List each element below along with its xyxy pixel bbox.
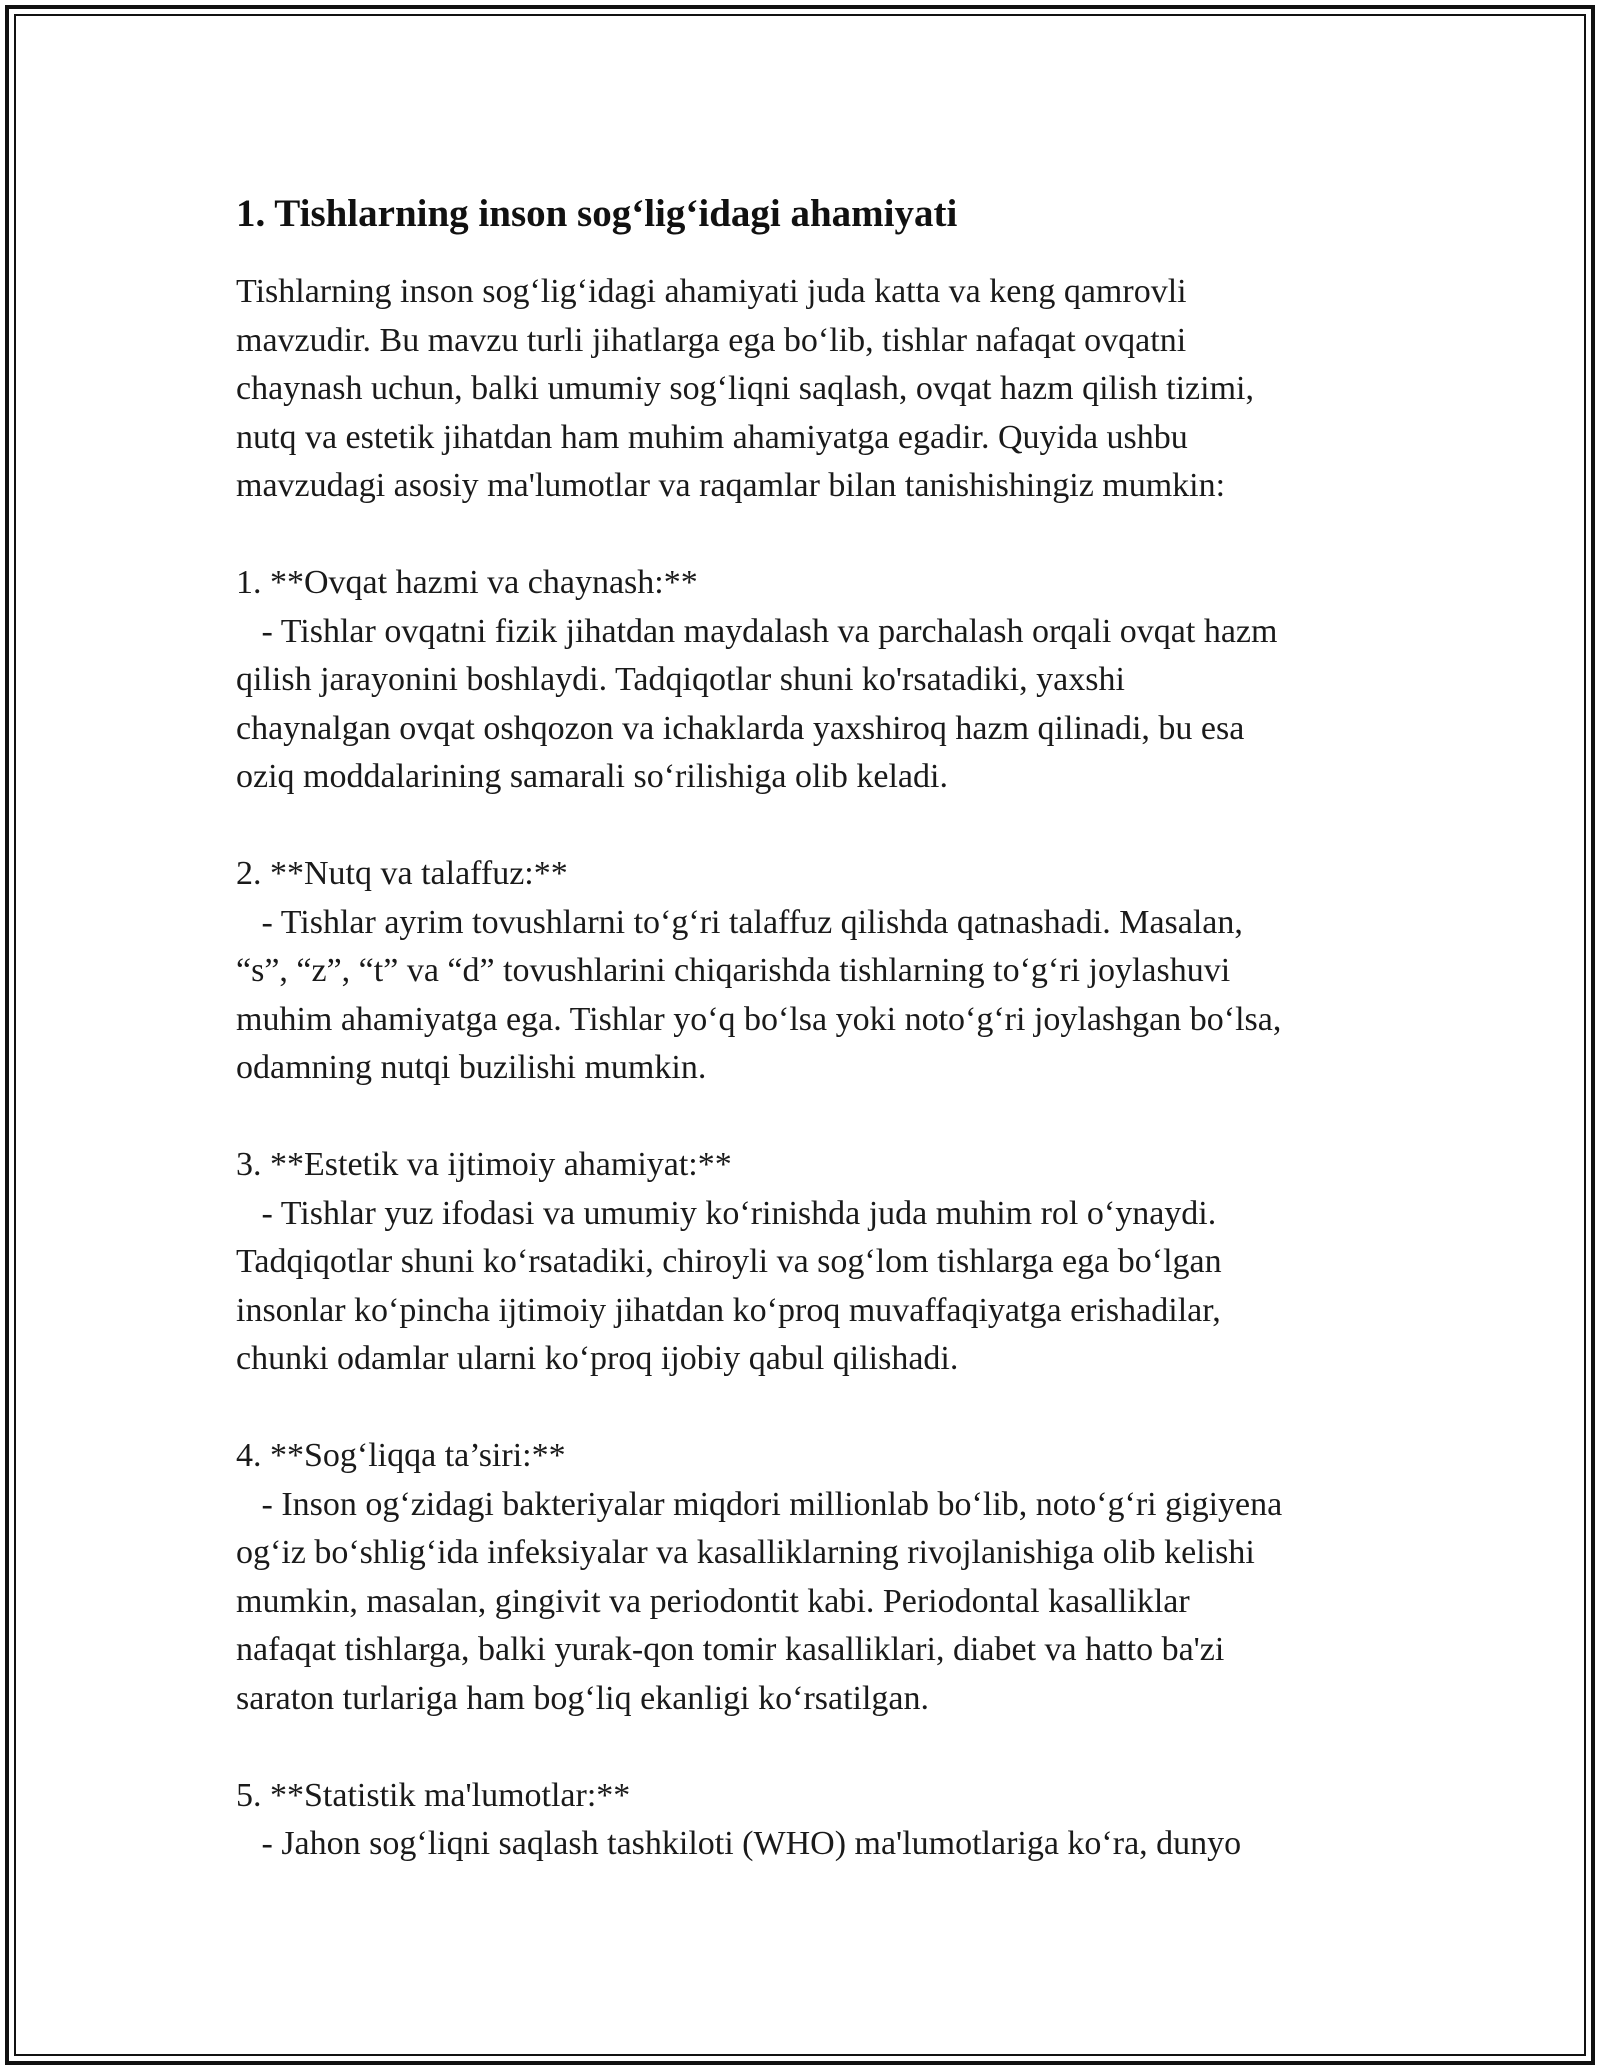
section-1-heading: 1. **Ovqat hazmi va chaynash:**: [236, 564, 698, 601]
section-5-body: - Jahon sog‘liqni saqlash tashkiloti (WHO) ma'lumotlariga ko‘ra, dunyo: [236, 1825, 1242, 1862]
paragraph-gap: [236, 1093, 1406, 1142]
section-2-heading: 2. **Nutq va talaffuz:**: [236, 855, 568, 892]
document-body: [236, 186, 1406, 1869]
section-5-heading: 5. **Statistik ma'lumotlar:**: [236, 1776, 631, 1814]
paragraph-gap: [236, 1723, 1406, 1772]
paragraph-gap: [236, 511, 1406, 560]
section-2-body: - Tishlar ayrim tovushlarni to‘g‘ri talaffuz qilishda qatnashadi. Masalan, “s”, “z”, “t” va “d” tovushlarini chiqarishda tishlarning to‘g‘ri joylashuvi muhim ahamiyatga ega. Tishlar yo‘q bo‘lsa yoki noto‘g‘ri joylashgan bo‘lsa, odamning nutqi buzilishi mumkin.: [236, 903, 1282, 1086]
paragraph-gap: [236, 1384, 1406, 1433]
section-3-body: - Tishlar yuz ifodasi va umumiy ko‘rinishda juda muhim rol o‘ynaydi. Tadqiqotlar shuni ko‘rsatadiki, chiroyli va sog‘lom tishlarga ega bo‘lgan insonlar ko‘pincha ijtimoiy jihatdan ko‘proq muvaffaqiyatga erishadilar, chunki odamlar ularni ko‘proq ijobiy qabul qilishadi.: [236, 1194, 1222, 1377]
paragraph-gap: [236, 802, 1406, 851]
section-4-heading: 4. **Sog‘liqqa ta’siri:**: [236, 1437, 566, 1474]
section-3-heading: 3. **Estetik va ijtimoiy ahamiyat:**: [236, 1146, 732, 1183]
section-1-body: - Tishlar ovqatni fizik jihatdan maydalash va parchalash orqali ovqat hazm qilish jarayonini boshlaydi. Tadqiqotlar shuni ko'rsatadiki, yaxshi chaynalgan ovqat oshqozon va ichaklarda yaxshiroq hazm qilinadi, bu esa oziq moddalarining samarali so‘rilishiga olib keladi.: [236, 612, 1278, 795]
intro-paragraph: Tishlarning inson sog‘lig‘idagi ahamiyati juda katta va keng qamrovli mavzudir. Bu mavzu turli jihatlarga ega bo‘lib, tishlar nafaqat ovqatni chaynash uchun, balki umumiy sog‘liqni saqlash, ovqat hazm qilish tizimi, nutq va estetik jihatdan ham muhim ahamiyatga egadir. Quyida ushbu mavzudagi asosiy ma'lumotlar va raqamlar bilan tanishishingiz mumkin:: [236, 273, 1254, 504]
section-4-body: - Inson og‘zidagi bakteriyalar miqdori millionlab bo‘lib, noto‘g‘ri gigiyena og‘iz bo‘shlig‘ida infeksiyalar va kasalliklarning rivojlanishiga olib kelishi mumkin, masalan, gingivit va periodontit kabi. Periodontal kasalliklar nafaqat tishlarga, balki yurak-qon tomir kasalliklari, diabet va hatto ba'zi saraton turlariga ham bog‘liq ekanligi ko‘rsatilgan.: [236, 1485, 1283, 1717]
document-title: 1. Tishlarning inson sog‘lig‘idagi ahamiyati: [236, 192, 958, 235]
